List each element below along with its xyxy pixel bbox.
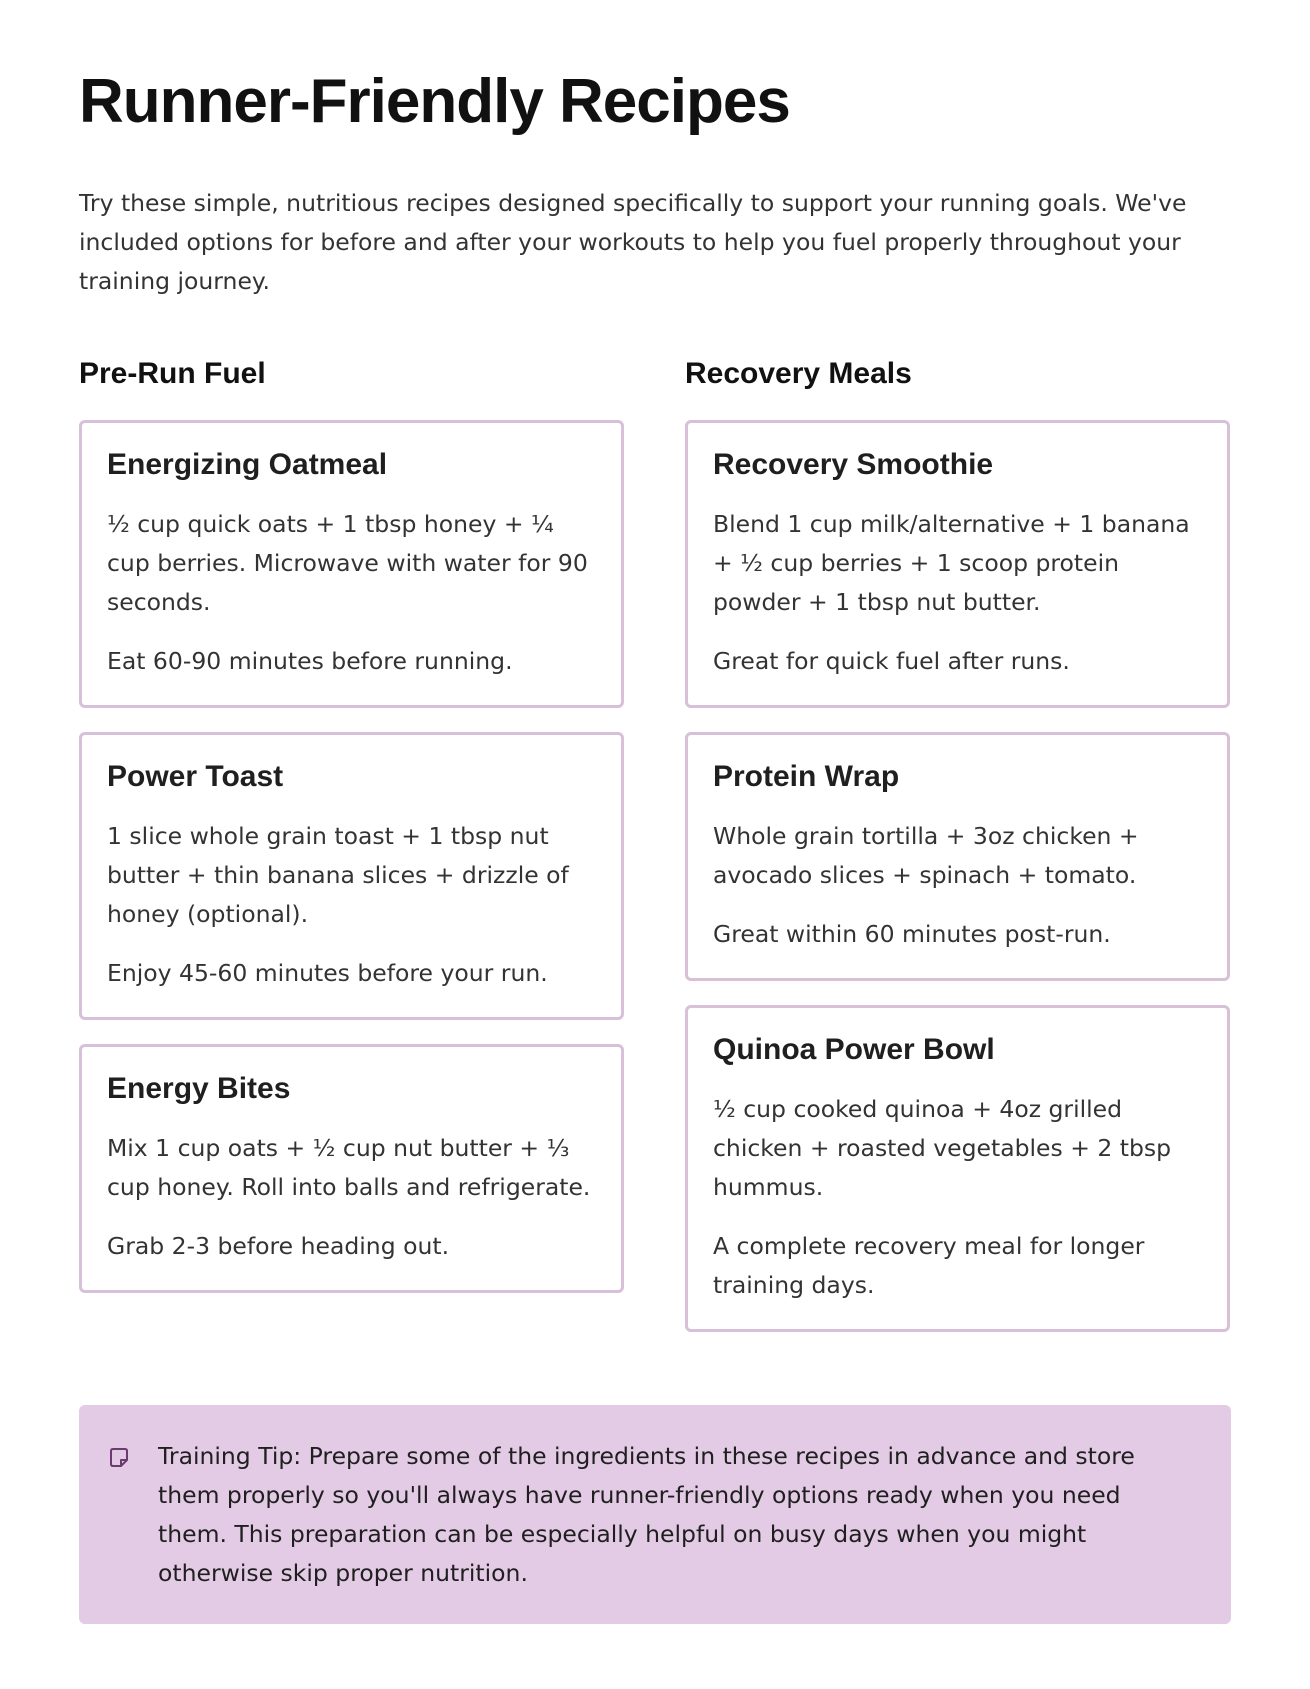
recipe-title: Energy Bites <box>107 1072 291 1105</box>
recipe-ingredients: 1 slice whole grain toast + 1 tbsp nut butter + thin banana slices + drizzle of honey (optional). <box>107 822 569 928</box>
recipe-card-quinoa-power-bowl <box>685 1005 1230 1332</box>
recovery-heading: Recovery Meals <box>685 357 912 390</box>
recipe-timing-note: Great for quick fuel after runs. <box>713 647 1070 675</box>
recipe-ingredients: ½ cup quick oats + 1 tbsp honey + ¼ cup berries. Microwave with water for 90 seconds. <box>107 510 588 616</box>
recipe-title: Quinoa Power Bowl <box>713 1033 995 1066</box>
recipe-timing-note: A complete recovery meal for longer training days. <box>713 1232 1145 1299</box>
recipe-card-protein-wrap <box>685 732 1230 981</box>
recipe-timing-note: Grab 2-3 before heading out. <box>107 1232 450 1260</box>
recipe-title: Recovery Smoothie <box>713 448 994 481</box>
recipe-columns <box>79 351 1231 1356</box>
page-title: Runner-Friendly Recipes <box>79 67 790 136</box>
recipe-timing-note: Eat 60-90 minutes before running. <box>107 647 513 675</box>
pre-run-column <box>79 351 624 1356</box>
pre-run-heading: Pre-Run Fuel <box>79 357 266 390</box>
training-tip-callout <box>79 1405 1231 1624</box>
recipe-title: Protein Wrap <box>713 760 900 793</box>
training-tip-text: Training Tip: Prepare some of the ingredients in these recipes in advance and store them properly so you'll always have runner-friendly options ready when you need them. This preparation can be especially helpful on busy days when you might otherwise skip proper nutrition. <box>158 1442 1135 1587</box>
recipe-ingredients: Whole grain tortilla + 3oz chicken + avocado slices + spinach + tomato. <box>713 822 1139 889</box>
recipe-timing-note: Great within 60 minutes post-run. <box>713 920 1111 948</box>
recipe-card-power-toast <box>79 732 624 1020</box>
recipe-title: Power Toast <box>107 760 284 793</box>
recipe-card-recovery-smoothie <box>685 420 1230 708</box>
recipe-ingredients: ½ cup cooked quinoa + 4oz grilled chicken + roasted vegetables + 2 tbsp hummus. <box>713 1095 1172 1201</box>
recipe-title: Energizing Oatmeal <box>107 448 388 481</box>
intro-paragraph: Try these simple, nutritious recipes designed specifically to support your running goals. We've included options for before and after your workouts to help you fuel properly throughout your training journey. <box>79 189 1187 295</box>
recipe-card-energy-bites <box>79 1044 624 1293</box>
recipe-timing-note: Enjoy 45-60 minutes before your run. <box>107 959 548 987</box>
recipe-ingredients: Blend 1 cup milk/alternative + 1 banana + ½ cup berries + 1 scoop protein powder + 1 tbsp nut butter. <box>713 510 1190 616</box>
recipe-card-energizing-oatmeal <box>79 420 624 708</box>
recovery-column <box>685 351 1230 1356</box>
recipe-ingredients: Mix 1 cup oats + ½ cup nut butter + ⅓ cup honey. Roll into balls and refrigerate. <box>107 1134 591 1201</box>
note-icon <box>108 1447 130 1469</box>
